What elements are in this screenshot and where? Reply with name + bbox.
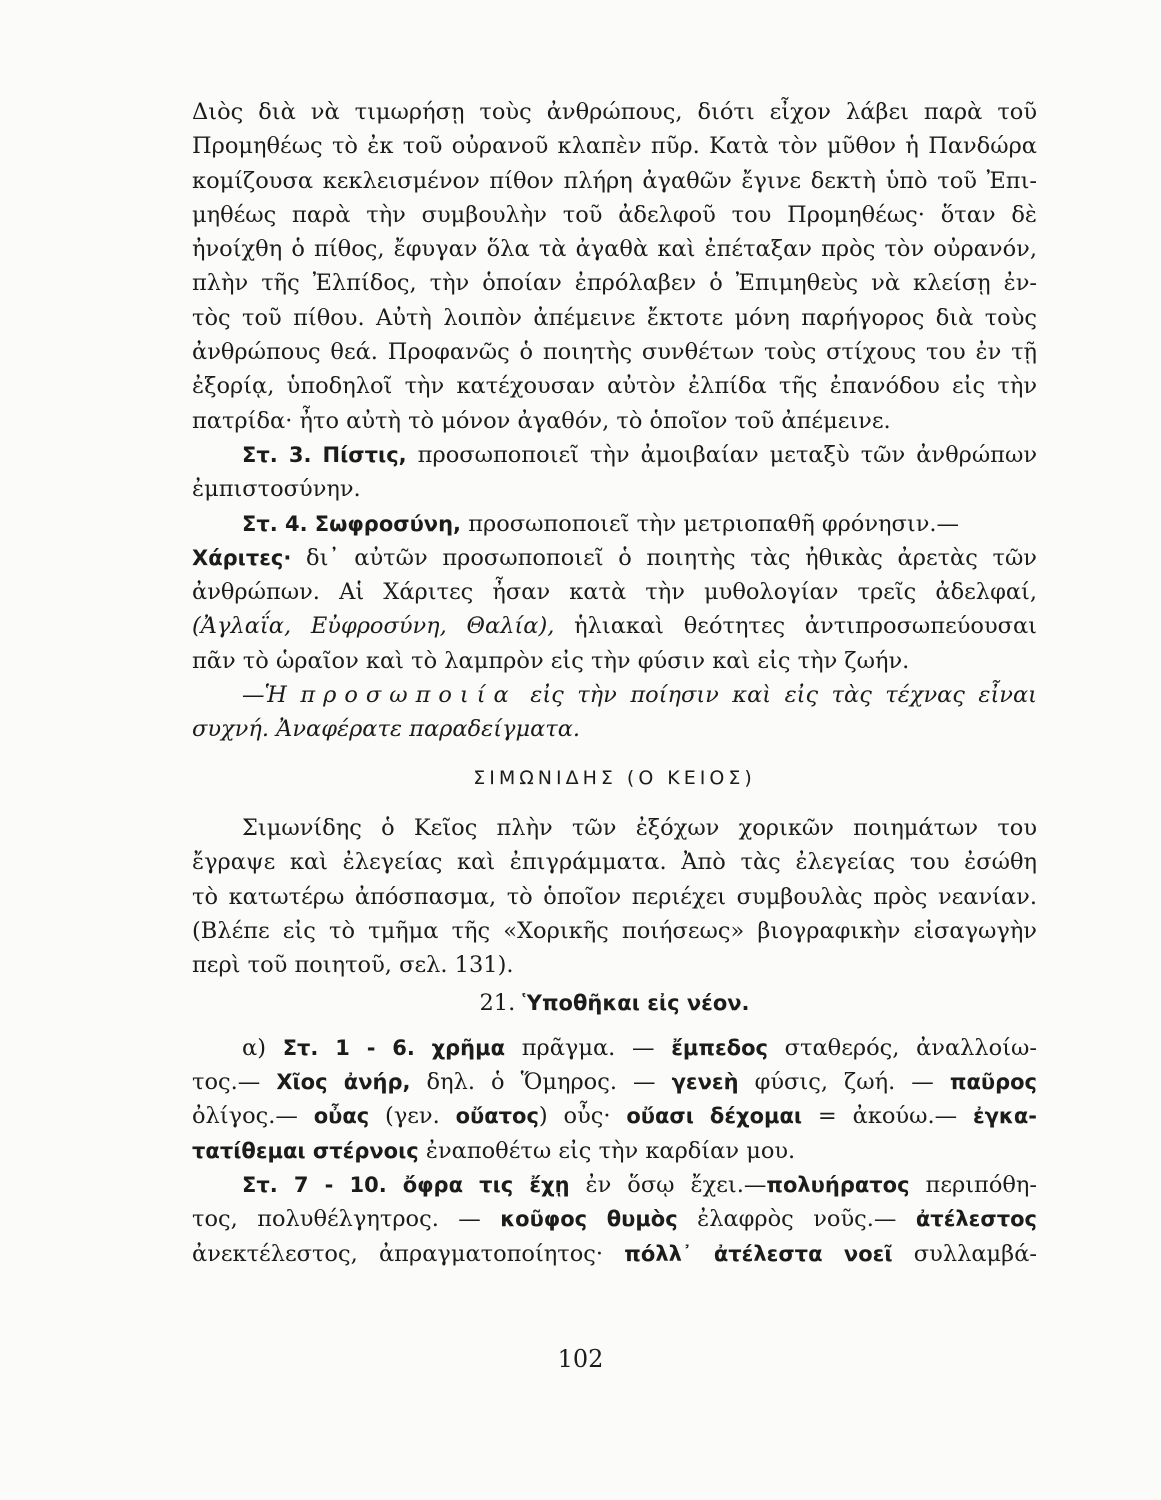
text-line: Προμηθέως τὸ ἐκ τοῦ οὐρανοῦ κλαπὲν πῦρ. Κατὰ τὸν μῦθον ἡ Πανδώρα <box>192 133 1037 160</box>
term: ἔμπεδος <box>671 1035 768 1060</box>
definition: πρᾶγμα. — <box>505 1034 672 1061</box>
verse-ref: Στ. 3. <box>242 442 312 467</box>
definition: ) οὖς· <box>538 1103 627 1130</box>
term: πολυήρατος <box>766 1172 910 1197</box>
text-line: μηθέως παρὰ τὴν συμβουλὴν τοῦ ἀδελφοῦ του Προμηθέως· ὅταν δὲ <box>192 201 1037 228</box>
definition: ὀλίγος.— <box>192 1103 314 1130</box>
definition: σταθερός, ἀναλλοίω- <box>767 1034 1037 1061</box>
gloss-line <box>192 1134 1037 1168</box>
dash: —Ἡ <box>242 682 301 709</box>
term: ὄφρα τις ἔχῃ <box>402 1172 570 1197</box>
term: Χάριτες· <box>192 545 292 570</box>
text-line: ἐμπιστοσύνην. <box>192 476 361 503</box>
text-line: πᾶν τὸ ὡραῖον καὶ τὸ λαμπρὸν εἰς τὴν φύσιν καὶ εἰς τὴν ζωήν. <box>192 647 910 674</box>
term: Πίστις, <box>322 442 407 467</box>
verse-ref: Στ. 7 - 10. <box>242 1172 387 1197</box>
verse-note-4 <box>192 507 1037 541</box>
definition: τος, πολυθέλγητρος. — <box>192 1206 501 1233</box>
term: Σωφροσύνη, <box>314 511 462 536</box>
gloss-line <box>192 1031 1037 1065</box>
gloss-label: α) <box>242 1034 266 1061</box>
definition: ἐν ὅσῳ ἔχει.— <box>569 1171 767 1198</box>
page-body <box>192 95 1037 1271</box>
definition: ἡλιακαὶ θεότητες ἀντιπροσωπεύουσαι <box>554 613 1037 640</box>
text-line: Διὸς διὰ νὰ τιμωρήσῃ τοὺς ἀνθρώπους, διότι εἶχον λάβει παρὰ τοῦ <box>192 99 1037 125</box>
charites-note <box>192 541 1037 575</box>
gloss-line <box>192 1237 1037 1271</box>
text-line: ἀνθρώπων. Αἱ Χάριτες ἦσαν κατὰ τὴν μυθολογίαν τρεῖς ἀδελφαί, <box>192 579 1037 606</box>
gloss-line <box>192 1099 1037 1133</box>
section-title: ΣΙΜΩΝΙΔΗΣ (Ο ΚΕΙΟΣ) <box>473 766 756 789</box>
text-line: τὸς τοῦ πίθου. Αὐτὴ λοιπὸν ἀπέμεινε ἔκτοτε μόνη παρήγορος διὰ τοὺς <box>192 304 1037 331</box>
italic-names: (Ἀγλαΐα, Εὐφροσύνη, Θαλία), <box>192 613 555 640</box>
text-line: πλὴν τῆς Ἐλπίδος, τὴν ὁποίαν ἐπρόλαβεν ὁ Ἐπιμηθεὺς νὰ κλείσῃ ἐν- <box>192 270 1037 297</box>
text-line: πατρίδα· ἦτο αὐτὴ τὸ μόνον ἀγαθόν, τὸ ὁποῖον τοῦ ἀπέμεινε. <box>192 407 891 434</box>
poem-number: 21. <box>479 990 516 1017</box>
definition: προσωποποιεῖ τὴν μετριοπαθῆ φρόνησιν.— <box>461 510 960 537</box>
definition: (γεν. <box>369 1103 456 1130</box>
text-line: ἀνθρώπους θεά. Προφανῶς ὁ ποιητὴς συνθέτων τοὺς στίχους του ἐν τῇ <box>192 339 1037 366</box>
exercise-prompt <box>192 678 1037 712</box>
term: οὖας <box>313 1104 370 1129</box>
verse-ref: Στ. 1 - 6. <box>282 1035 415 1060</box>
definition: τος.— <box>192 1069 277 1096</box>
spaced-term: προσωποιία <box>300 682 517 709</box>
definition: συλλαμβά- <box>892 1240 1037 1267</box>
definition: δι᾽ αὐτῶν προσωποποιεῖ ὁ ποιητὴς τὰς ἠθικὰς ἀρετὰς τῶν <box>291 544 1037 571</box>
page-number: 102 <box>557 1345 604 1373</box>
definition: περιπόθη- <box>909 1171 1037 1198</box>
poem-title: Ὑποθῆκαι εἰς νέον. <box>522 991 750 1016</box>
definition: = ἀκούω.— <box>802 1103 973 1130</box>
definition: ἐλαφρὸς νοῦς.— <box>677 1206 916 1233</box>
verse-note-3 <box>192 438 1037 472</box>
text-line: ἐξορίᾳ, ὑποδηλοῖ τὴν κατέχουσαν αὐτὸν ἐλπίδα τῆς ἐπανόδου εἰς τὴν <box>192 373 1037 400</box>
definition: προσωποποιεῖ τὴν ἀμοιβαίαν μεταξὺ τῶν ἀνθρώπων <box>406 441 1037 468</box>
text-line <box>192 609 1037 643</box>
verse-ref: Στ. 4. <box>242 511 308 536</box>
gloss-line <box>192 1168 1037 1202</box>
poem-heading <box>192 986 1037 1020</box>
term: Χῖος ἀνήρ, <box>276 1070 411 1095</box>
definition: δηλ. ὁ Ὅμηρος. — <box>410 1069 672 1096</box>
definition: φύσις, ζωή. — <box>738 1069 950 1096</box>
text-line: ἔγραψε καὶ ἐλεγείας καὶ ἐπιγράμματα. Ἀπὸ τὰς ἐλεγείας του ἐσώθη <box>192 849 1037 876</box>
text-line: ἠνοίχθη ὁ πίθος, ἔφυγαν ὅλα τὰ ἀγαθὰ καὶ ἐπέταξαν πρὸς τὸν οὐρανόν, <box>192 236 1037 263</box>
gloss-line <box>192 1202 1037 1236</box>
term: παῦρος <box>949 1070 1037 1095</box>
term: χρῆμα <box>431 1035 506 1060</box>
text-line: συχνή. Ἀναφέρατε παραδείγματα. <box>192 716 581 743</box>
term: ἀτέλεστος <box>915 1207 1037 1232</box>
text-line: Σιμωνίδης ὁ Κεῖος πλὴν τῶν ἐξόχων χορικῶν ποιημάτων του <box>242 814 1037 841</box>
term: τατίθεμαι στέρνοις <box>192 1138 419 1163</box>
prompt-text: εἰς τὴν ποίησιν καὶ εἰς τὰς τέχνας εἶναι <box>516 682 1037 709</box>
definition: ἐναποθέτω εἰς τὴν καρδίαν μου. <box>418 1137 796 1164</box>
term: κοῦφος θυμὸς <box>500 1207 678 1232</box>
text-line: περὶ τοῦ ποιητοῦ, σελ. 131). <box>192 952 514 979</box>
gloss-line <box>192 1065 1037 1099</box>
term: οὔασι δέχομαι <box>626 1104 803 1129</box>
term: ἐγκα- <box>972 1104 1037 1129</box>
term: οὔατος <box>455 1104 539 1129</box>
definition: ἀνεκτέλεστος, ἀπραγματοποίητος· <box>192 1240 625 1267</box>
text-line: τὸ κατωτέρω ἀπόσπασμα, τὸ ὁποῖον περιέχει συμβουλὰς πρὸς νεανίαν. <box>192 883 1037 910</box>
text-line: κομίζουσα κεκλεισμένον πίθον πλήρη ἀγαθῶν ἔγινε δεκτὴ ὑπὸ τοῦ Ἐπι- <box>192 167 1037 194</box>
text-line: (Βλέπε εἰς τὸ τμῆμα τῆς «Χορικῆς ποιήσεως» βιογραφικὴν εἰσαγωγὴν <box>192 917 1037 944</box>
term: πόλλ᾽ ἀτέλεστα νοεῖ <box>624 1241 893 1266</box>
term: γενεὴ <box>671 1070 739 1095</box>
